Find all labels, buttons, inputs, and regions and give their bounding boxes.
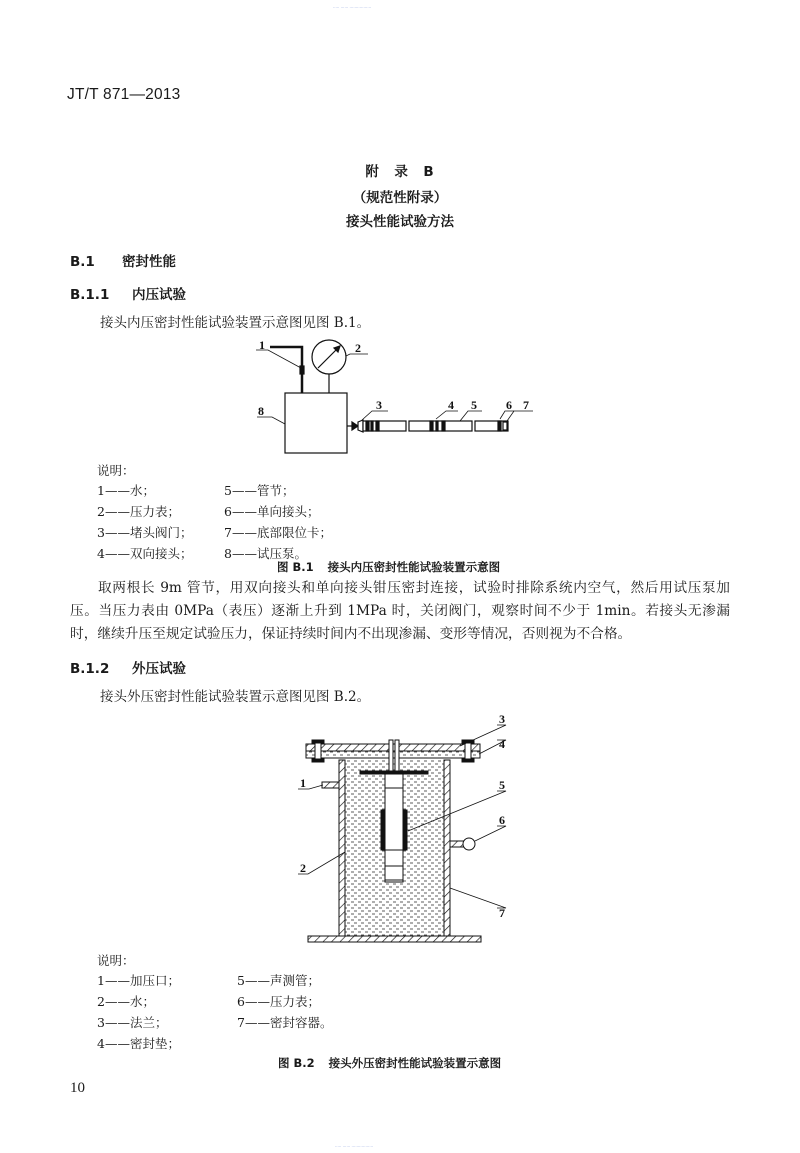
callout-2: 2 <box>300 861 306 875</box>
pressure-gauge-b2 <box>463 838 475 850</box>
container-wall-right <box>444 760 450 936</box>
legend-item: 3——法兰； <box>97 1015 168 1030</box>
legend-item: 3——堵头阀门； <box>97 525 193 540</box>
legend-item: 5——管节； <box>224 483 295 498</box>
legend-item: 6——单向接头； <box>224 504 320 519</box>
section-b1-1-intro: 接头内压密封性能试验装置示意图见图 B.1。 <box>100 315 371 331</box>
legend-item: 7——密封容器。 <box>237 1015 333 1030</box>
section-b1-2-intro: 接头外压密封性能试验装置示意图见图 B.2。 <box>100 689 371 705</box>
callout-7: 7 <box>499 906 505 920</box>
legend-item: 4——密封垫； <box>97 1036 180 1051</box>
callout-1: 1 <box>300 776 306 790</box>
figure-b2-legend-title: 说明： <box>97 953 135 968</box>
page-number: 10 <box>70 1080 85 1096</box>
figure-b1-diagram <box>240 335 540 455</box>
section-heading-b1-1 <box>70 283 186 303</box>
figure-b1-legend <box>97 480 537 570</box>
callout-6: 6 <box>499 813 505 827</box>
callout-2: 2 <box>355 341 361 355</box>
section-heading-b1 <box>70 250 176 270</box>
section-title: 密封性能 <box>122 254 176 270</box>
callout-3: 3 <box>376 398 382 412</box>
container-wall-left <box>339 760 345 936</box>
callout-5: 5 <box>471 398 477 412</box>
standard-code: JT/T 871—2013 <box>67 86 181 103</box>
callout-5: 5 <box>499 778 505 792</box>
legend-item: 1——水； <box>97 483 155 498</box>
legend-item: 7——底部限位卡； <box>224 525 332 540</box>
section-number: B.1.2 <box>70 661 110 677</box>
figure-number: 图 B.1 <box>277 560 314 574</box>
figure-number: 图 B.2 <box>278 1056 315 1070</box>
container-base <box>308 936 481 942</box>
callout-7: 7 <box>523 398 529 412</box>
appendix-type: （规范性附录） <box>352 190 448 206</box>
callout-3: 3 <box>499 712 505 726</box>
callout-8: 8 <box>258 404 264 418</box>
legend-item: 5——声测管； <box>237 973 320 988</box>
bottom-watermark: ····· ······ ················· <box>335 1144 374 1149</box>
figure-b2-diagram <box>280 710 530 950</box>
figure-b1-legend-title: 说明： <box>97 463 135 478</box>
legend-item: 6——压力表； <box>237 994 320 1009</box>
section-title: 内压试验 <box>132 287 186 303</box>
section-heading-b1-2 <box>70 657 186 677</box>
callout-4: 4 <box>448 398 454 412</box>
test-pump-box <box>285 393 347 453</box>
figure-title: 接头内压密封性能试验装置示意图 <box>327 560 501 574</box>
callout-1: 1 <box>259 338 265 352</box>
figure-b2-caption <box>278 1055 501 1071</box>
pressure-inlet <box>322 782 339 788</box>
legend-item: 4——双向接头； <box>97 546 193 561</box>
section-title: 外压试验 <box>132 661 186 677</box>
callout-4: 4 <box>499 737 505 751</box>
legend-item: 1——加压口； <box>97 973 180 988</box>
section-number: B.1.1 <box>70 287 110 303</box>
legend-item: 2——水； <box>97 994 155 1009</box>
section-b1-1-body: 取两根长 9m 管节，用双向接头和单向接头钳压密封连接，试验时排除系统内空气，然后用试压泵加压。当压力表由 0MPa（表压）逐渐上升到 1MPa 时，关闭阀门，观察时间不少于 1min。若接头无渗漏时，继续升压至规定试验压力，保证持续时间内不出现渗漏、变形等情况，否则视为不合格。 <box>70 580 730 642</box>
legend-item: 2——压力表； <box>97 504 180 519</box>
appendix-subtitle: 接头性能试验方法 <box>346 214 454 230</box>
figure-title: 接头外压密封性能试验装置示意图 <box>328 1056 502 1070</box>
top-watermark: ····· ······ ················· <box>333 5 372 10</box>
figure-b2-legend <box>97 970 537 1060</box>
figure-b1-caption <box>277 559 500 575</box>
section-number: B.1 <box>70 254 95 270</box>
appendix-title: 附 录 B <box>365 164 435 180</box>
callout-6: 6 <box>506 398 512 412</box>
legend-item: 8——试压泵。 <box>224 546 307 561</box>
